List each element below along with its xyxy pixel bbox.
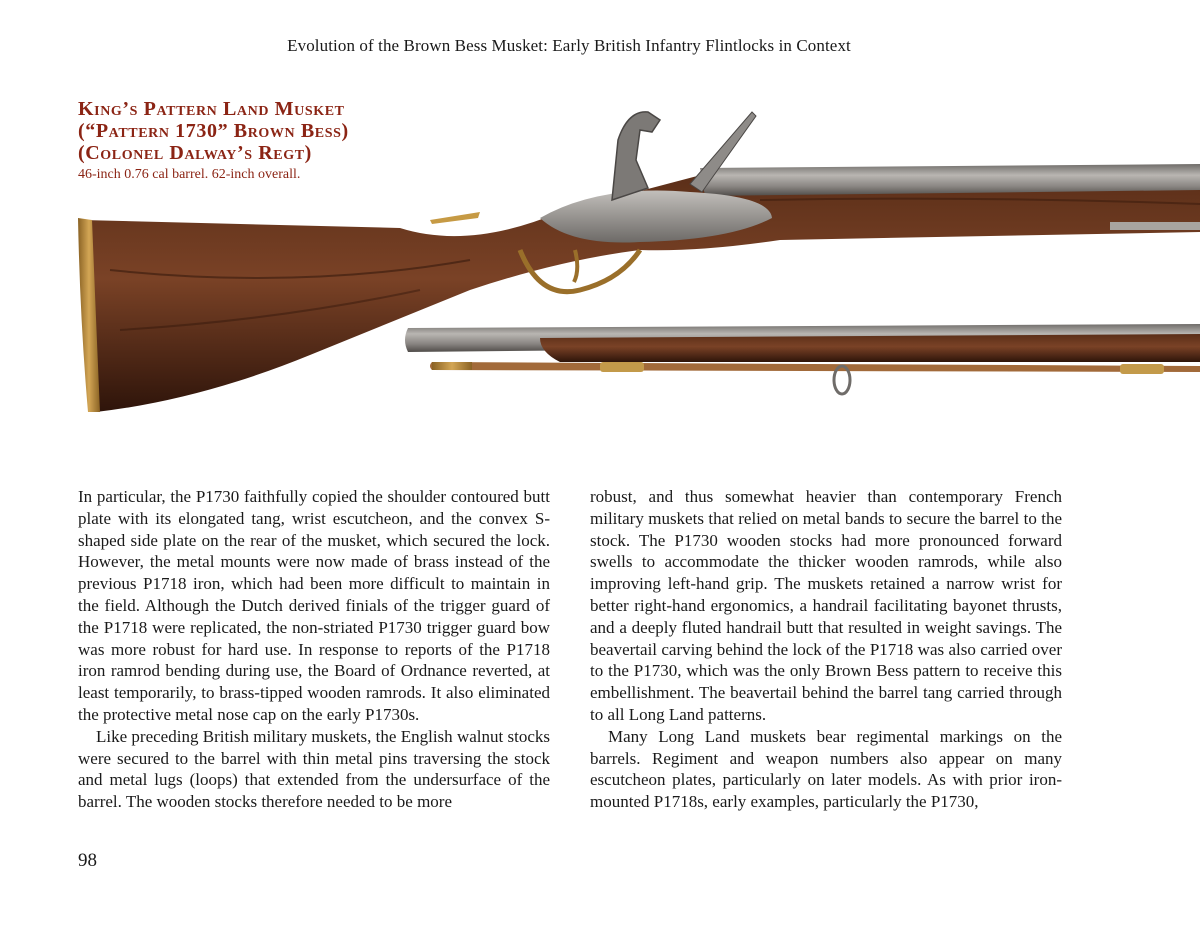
figure-caption [78,98,398,184]
body-column-right [590,486,1062,813]
paragraph: Like preceding British military muskets, the English walnut stocks were secured to the barrel with thin metal pins traversing the stock and metal lugs (loops) that extended from the undersurface of the barrel. The wooden stocks therefore needed to be more [78,726,550,812]
ramrod [430,362,1200,372]
running-head: Evolution of the Brown Bess Musket: Early British Infantry Flintlocks in Context [287,36,851,55]
caption-title-line-2: (“Pattern 1730” Brown Bess) [78,120,349,142]
paragraph: Many Long Land muskets bear regimental markings on the barrels. Regiment and weapon numbers also appear on many escutcheon plates, particularly on later models. As with prior iron-mounted P1718s, early examples, particularly the P1730, [590,726,1062,812]
paragraph: In particular, the P1730 faithfully copied the shoulder contoured butt plate with its elongated tang, wrist escutcheon, and the convex S-shaped side plate on the rear of the musket, which secured the lock. However, the metal mounts were now made of brass instead of the previous P1718 iron, which had been more difficult to maintain in the field. Although the Dutch derived finials of the trigger guard of the P1718 were replicated, the non-striated P1730 trigger guard bow was more robust for hard use. In response to reports of the P1718 iron ramrod bending during use, the Board of Ordnance reverted, at least temporarily, to brass-tipped wooden ramrods. It also eliminated the protective metal nose cap on the early P1730s. [78,487,550,724]
caption-title-line-3: (Colonel Dalway’s Regt) [78,142,312,164]
page-number: 98 [78,850,97,871]
caption-title-line-1: King’s Pattern Land Musket [78,98,345,120]
lower-forestock [540,334,1200,362]
caption-specs: 46-inch 0.76 cal barrel. 62-inch overall. [78,167,301,182]
paragraph: robust, and thus somewhat heavier than contemporary French military muskets that relied on metal bands to secure the barrel to the stock. The P1730 wooden stocks had more pronounced forward swells to accommodate the thicker wooden ramrods, while also improving left-hand grip. The muskets retained a narrow wrist for better right-hand ergonomics, a handrail facilitating bayonet thrusts, and a deeply fluted handrail butt that resulted in weight savings. The beavertail carving behind the lock of the P1718 was also carried over to the P1730, which was the only Brown Bess pattern to receive this embellishment. The beavertail behind the barrel tang carried through to all Long Land patterns. [590,487,1062,724]
body-column-left [78,486,550,813]
cock [612,112,660,200]
